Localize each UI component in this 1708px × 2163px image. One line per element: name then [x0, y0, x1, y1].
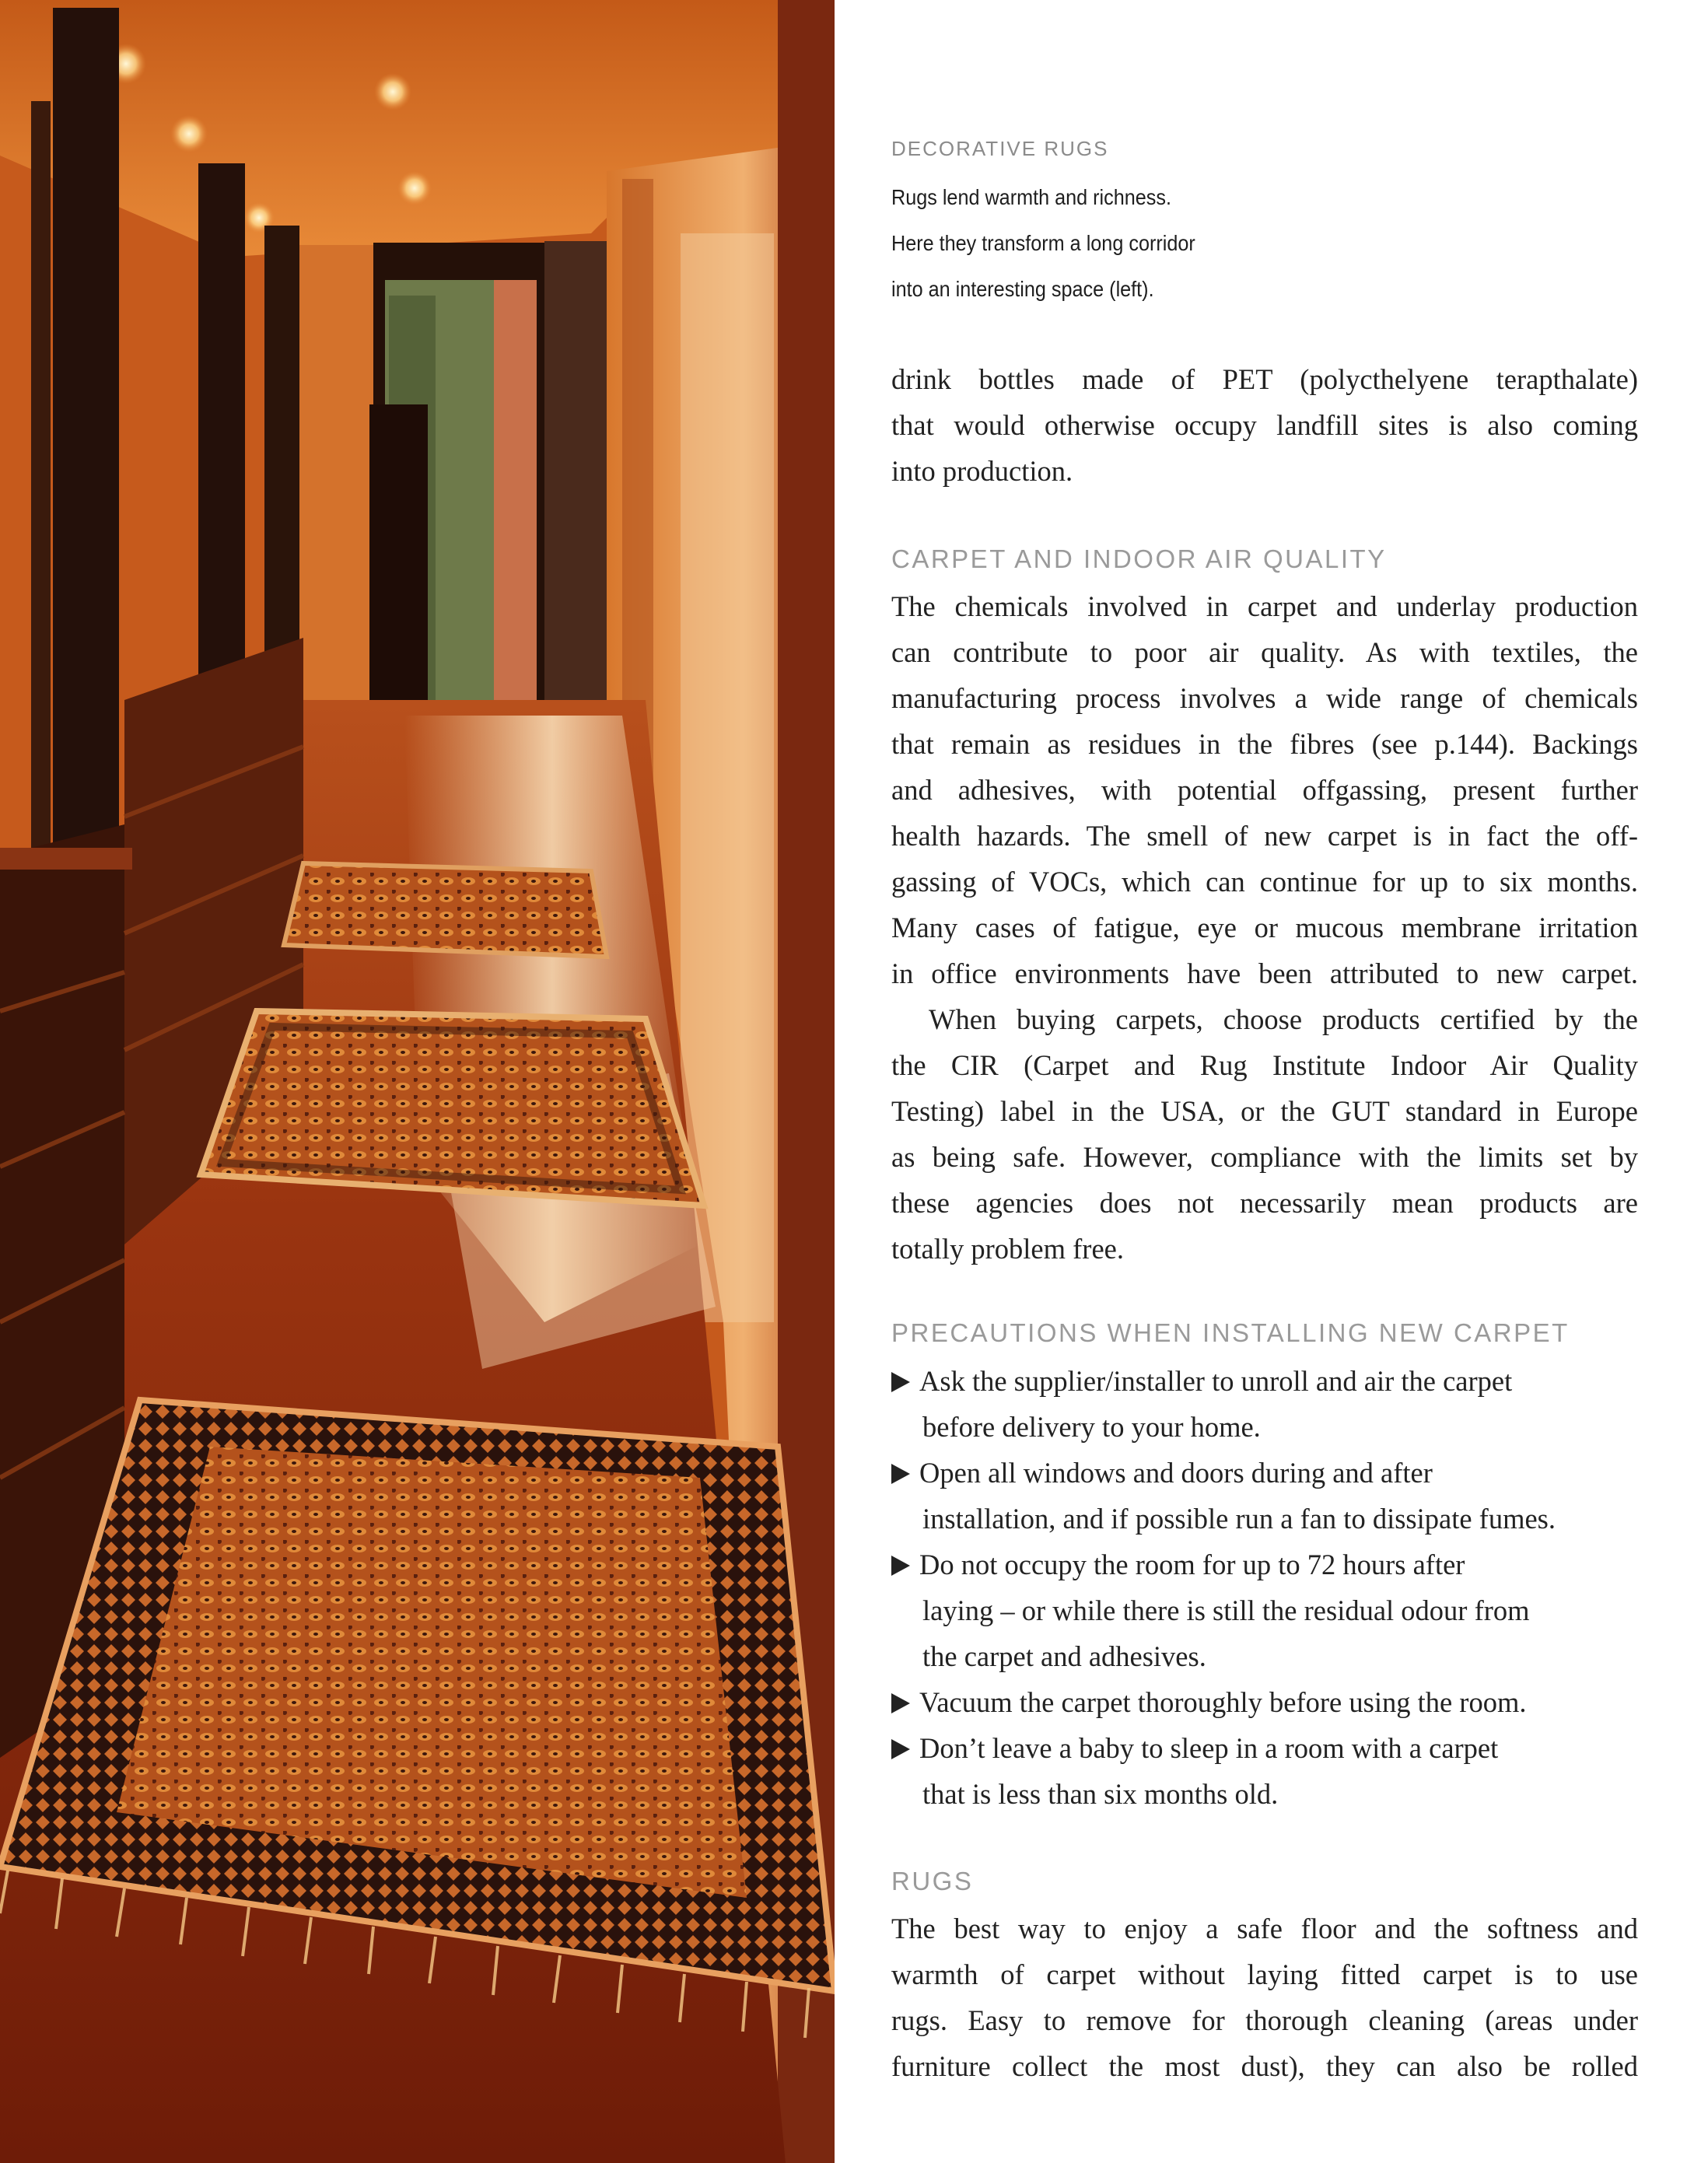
caption-heading: DECORATIVE RUGS [891, 137, 1109, 160]
body-line: the CIR (Carpet and Rug Institute Indoor Air Quality [891, 1049, 1638, 1081]
bullet-item [891, 1551, 1465, 1580]
bullet-text-continued: the carpet and adhesives. [922, 1640, 1206, 1672]
body-line: in office environments have been attributed to new carpet. [891, 957, 1638, 989]
body-line: furniture collect the most dust), they can also be rolled [891, 2050, 1638, 2082]
body-line: these agencies does not necessarily mean products are [891, 1187, 1638, 1219]
body-line: health hazards. The smell of new carpet is in fact the off- [891, 820, 1638, 852]
triangle-right-icon [891, 1556, 910, 1576]
triangle-right-icon [891, 1464, 910, 1484]
body-line: that remain as residues in the fibres (see p.144). Backings [891, 728, 1638, 760]
bullet-text-continued: that is less than six months old. [922, 1778, 1279, 1810]
section-heading-rugs: RUGS [891, 1867, 974, 1895]
bullet-text-continued: laying – or while there is still the residual odour from [922, 1594, 1530, 1626]
bullet-text: Do not occupy the room for up to 72 hours after [919, 1549, 1465, 1580]
caption-line: Here they transform a long corridor [891, 231, 1195, 255]
body-line: manufacturing process involves a wide range of chemicals [891, 682, 1638, 714]
section-heading-precautions: PRECAUTIONS WHEN INSTALLING NEW CARPET [891, 1318, 1570, 1347]
body-line: Testing) label in the USA, or the GUT standard in Europe [891, 1095, 1638, 1127]
body-line: The chemicals involved in carpet and underlay production [891, 590, 1638, 622]
bullet-text: Ask the supplier/installer to unroll and air the carpet [919, 1365, 1513, 1397]
caption-line: into an interesting space (left). [891, 277, 1154, 301]
body-line: warmth of carpet without laying fitted carpet is to use [891, 1958, 1638, 1990]
bullet-text: Vacuum the carpet thoroughly before using the room. [919, 1686, 1527, 1718]
triangle-right-icon [891, 1739, 910, 1759]
body-line: as being safe. However, compliance with the limits set by [891, 1141, 1638, 1173]
body-line: that would otherwise occupy landfill sites is also coming [891, 409, 1638, 441]
body-line: gassing of VOCs, which can continue for up to six months. [891, 866, 1638, 898]
section-heading-air-quality: CARPET AND INDOOR AIR QUALITY [891, 544, 1387, 573]
photo-illustration [0, 0, 835, 2163]
body-line: can contribute to poor air quality. As with textiles, the [891, 636, 1638, 668]
bullet-text-continued: installation, and if possible run a fan to dissipate fumes. [922, 1503, 1556, 1535]
body-line: Many cases of fatigue, eye or mucous membrane irritation [891, 912, 1638, 943]
bullet-text: Open all windows and doors during and after [919, 1457, 1433, 1489]
body-line: rugs. Easy to remove for thorough cleaning (areas under [891, 2004, 1638, 2036]
caption-line: Rugs lend warmth and richness. [891, 185, 1171, 209]
corridor-rugs-photo [0, 0, 835, 2163]
triangle-right-icon [891, 1693, 910, 1713]
bullet-item [891, 1459, 1433, 1488]
body-line: into production. [891, 455, 1073, 487]
body-line: and adhesives, with potential offgassing, present further [891, 774, 1638, 806]
body-line: The best way to enjoy a safe floor and the softness and [891, 1913, 1638, 1944]
body-line: totally problem free. [891, 1233, 1124, 1265]
bullet-text: Don’t leave a baby to sleep in a room with a carpet [919, 1732, 1499, 1764]
body-line: When buying carpets, choose products certified by the [929, 1003, 1638, 1035]
bullet-text-continued: before delivery to your home. [922, 1411, 1261, 1443]
bullet-item [891, 1367, 1512, 1396]
body-line: drink bottles made of PET (polycthelyene terapthalate) [891, 363, 1638, 395]
triangle-right-icon [891, 1372, 910, 1392]
bullet-item [891, 1686, 1527, 1718]
bullet-item [891, 1734, 1498, 1763]
